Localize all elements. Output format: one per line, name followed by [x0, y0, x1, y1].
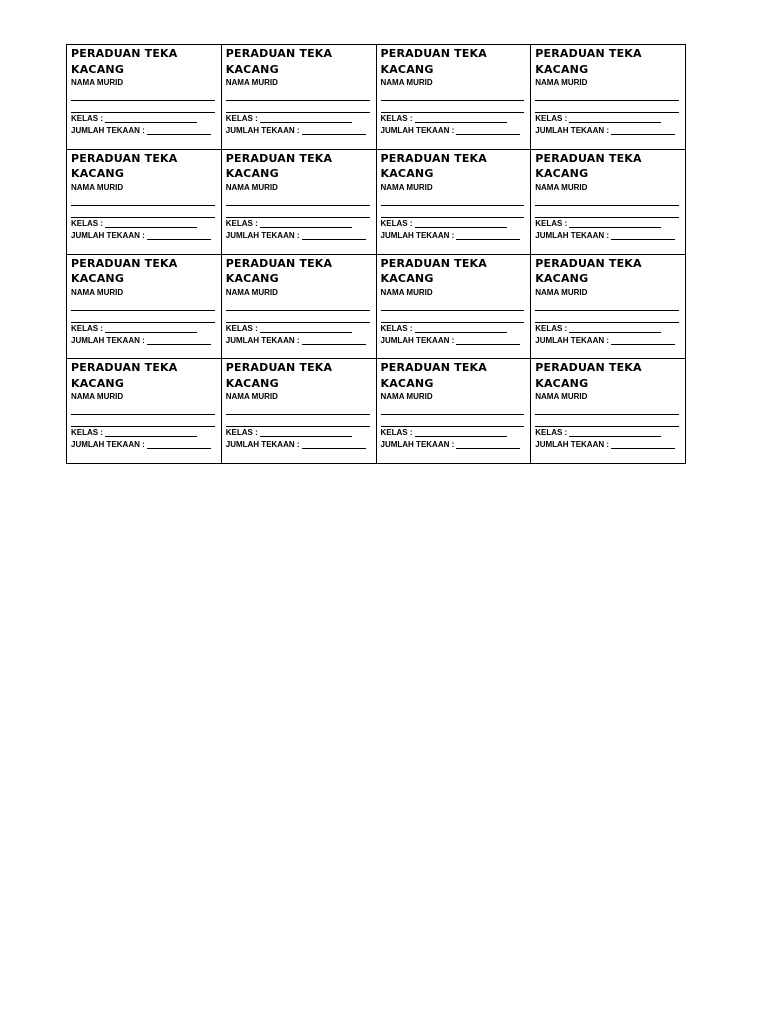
slip-title-line-2: KACANG	[225, 272, 279, 285]
jumlah-tekaan-blank-line	[147, 230, 211, 240]
jumlah-tekaan-blank-line	[456, 125, 520, 135]
jumlah-tekaan-blank-line	[147, 439, 211, 449]
jumlah-tekaan-blank-line	[302, 125, 366, 135]
nama-murid-line-2	[226, 415, 370, 427]
slip-title	[381, 360, 527, 391]
kelas-blank-line	[569, 323, 661, 333]
slip-title-line-1: PERADUAN TEKA	[380, 47, 487, 60]
jumlah-tekaan-blank-line	[456, 230, 520, 240]
slip-title	[71, 256, 217, 287]
slip-title-line-2: KACANG	[535, 376, 589, 390]
slip-title	[226, 46, 372, 77]
jumlah-tekaan-blank-line	[456, 335, 520, 345]
nama-murid-line-1	[226, 299, 370, 311]
kelas-blank-line	[260, 427, 352, 437]
slip-title-line-1: PERADUAN TEKA	[71, 256, 178, 270]
slip-title-line-2: KACANG	[380, 272, 434, 285]
jumlah-tekaan-label: JUMLAH TEKAAN :	[71, 335, 145, 345]
kelas-field	[381, 427, 527, 439]
slip-title-line-2: KACANG	[225, 62, 279, 76]
entry-slip	[222, 150, 377, 255]
nama-murid-line-2	[381, 101, 525, 113]
slip-title-line-1: PERADUAN TEKA	[71, 47, 178, 60]
jumlah-tekaan-blank-line	[611, 230, 675, 240]
jumlah-tekaan-label: JUMLAH TEKAAN :	[225, 335, 300, 345]
entry-slip	[531, 255, 686, 360]
entry-slip-sheet	[66, 44, 686, 464]
nama-murid-label: NAMA MURID	[71, 182, 124, 192]
jumlah-tekaan-blank-line	[302, 439, 366, 449]
jumlah-tekaan-label: JUMLAH TEKAAN :	[225, 440, 300, 450]
jumlah-tekaan-field	[71, 230, 217, 242]
slip-title-line-2: KACANG	[380, 376, 434, 390]
slip-title	[71, 151, 217, 182]
slip-title-line-1: PERADUAN TEKA	[380, 256, 487, 270]
jumlah-tekaan-blank-line	[611, 439, 675, 449]
slip-title	[226, 360, 372, 391]
jumlah-tekaan-field	[71, 335, 217, 347]
slip-title-line-1: PERADUAN TEKA	[535, 151, 642, 165]
jumlah-tekaan-field	[226, 439, 372, 451]
nama-murid-label: NAMA MURID	[71, 78, 124, 87]
jumlah-tekaan-label: JUMLAH TEKAAN :	[535, 335, 610, 345]
nama-murid-line-1	[226, 403, 370, 415]
entry-slip	[67, 359, 222, 464]
slip-title-line-2: KACANG	[71, 62, 125, 76]
kelas-blank-line	[569, 427, 661, 437]
entry-slip	[377, 359, 532, 464]
nama-murid-line-2	[71, 206, 215, 218]
nama-murid-label: NAMA MURID	[535, 392, 588, 402]
jumlah-tekaan-field	[226, 230, 372, 242]
kelas-label: KELAS :	[71, 323, 103, 333]
jumlah-tekaan-field	[381, 125, 527, 137]
nama-murid-line-2	[226, 206, 370, 218]
kelas-blank-line	[260, 323, 352, 333]
jumlah-tekaan-label: JUMLAH TEKAAN :	[380, 335, 455, 345]
nama-murid-label: NAMA MURID	[380, 182, 433, 192]
jumlah-tekaan-blank-line	[611, 125, 675, 135]
slip-title-line-2: KACANG	[71, 167, 125, 181]
nama-murid-line-1	[381, 194, 525, 206]
jumlah-tekaan-field	[71, 439, 217, 451]
slip-title-line-1: PERADUAN TEKA	[380, 151, 487, 165]
nama-murid-label: NAMA MURID	[225, 287, 278, 297]
slip-title	[381, 151, 527, 182]
kelas-field	[381, 218, 527, 230]
jumlah-tekaan-field	[381, 335, 527, 347]
nama-murid-line-1	[71, 299, 215, 311]
nama-murid-line-1	[71, 403, 215, 415]
slip-title-line-1: PERADUAN TEKA	[71, 151, 178, 165]
slip-title	[535, 256, 681, 287]
kelas-field	[381, 113, 527, 125]
kelas-blank-line	[569, 113, 661, 123]
jumlah-tekaan-label: JUMLAH TEKAAN :	[71, 230, 145, 240]
nama-murid-line-1	[226, 89, 370, 101]
nama-murid-line-2	[535, 415, 679, 427]
kelas-label: KELAS :	[380, 428, 413, 438]
slip-title-line-1: PERADUAN TEKA	[535, 47, 642, 60]
slip-title-line-2: KACANG	[535, 62, 589, 76]
jumlah-tekaan-blank-line	[147, 125, 211, 135]
slip-title-line-1: PERADUAN TEKA	[225, 361, 333, 375]
entry-slip	[222, 255, 377, 360]
kelas-label: KELAS :	[225, 114, 258, 123]
kelas-blank-line	[105, 427, 197, 437]
kelas-field	[226, 323, 372, 335]
nama-murid-line-2	[226, 101, 370, 113]
slip-title-line-1: PERADUAN TEKA	[535, 361, 642, 375]
nama-murid-line-1	[535, 89, 679, 101]
kelas-field	[381, 323, 527, 335]
kelas-blank-line	[415, 323, 507, 333]
slip-title	[226, 256, 372, 287]
jumlah-tekaan-field	[226, 335, 372, 347]
kelas-label: KELAS :	[71, 218, 103, 228]
kelas-field	[71, 218, 217, 230]
kelas-field	[535, 427, 681, 439]
nama-murid-line-2	[381, 311, 525, 323]
slip-title	[71, 46, 217, 77]
kelas-label: KELAS :	[71, 114, 103, 123]
entry-slip	[222, 45, 377, 150]
entry-slip	[222, 359, 377, 464]
jumlah-tekaan-label: JUMLAH TEKAAN :	[380, 440, 455, 450]
kelas-field	[71, 427, 217, 439]
jumlah-tekaan-label: JUMLAH TEKAAN :	[71, 126, 145, 135]
kelas-label: KELAS :	[535, 218, 568, 228]
entry-slip	[377, 45, 532, 150]
jumlah-tekaan-blank-line	[611, 335, 675, 345]
kelas-field	[535, 218, 681, 230]
slip-title-line-2: KACANG	[71, 376, 125, 390]
entry-slip	[531, 45, 686, 150]
jumlah-tekaan-label: JUMLAH TEKAAN :	[535, 230, 610, 240]
kelas-field	[535, 113, 681, 125]
slip-title	[535, 151, 681, 182]
slip-title-line-1: PERADUAN TEKA	[225, 151, 333, 165]
nama-murid-line-2	[226, 311, 370, 323]
jumlah-tekaan-label: JUMLAH TEKAAN :	[380, 230, 455, 240]
entry-slip	[377, 150, 532, 255]
slip-title-line-2: KACANG	[535, 167, 589, 181]
jumlah-tekaan-field	[381, 230, 527, 242]
kelas-label: KELAS :	[380, 218, 413, 228]
slip-title-line-2: KACANG	[535, 272, 589, 285]
nama-murid-label: NAMA MURID	[380, 287, 433, 297]
kelas-field	[226, 427, 372, 439]
kelas-field	[226, 218, 372, 230]
slip-title-line-2: KACANG	[225, 167, 279, 181]
slip-title-line-2: KACANG	[380, 62, 434, 76]
nama-murid-line-2	[71, 311, 215, 323]
entry-slip	[531, 150, 686, 255]
jumlah-tekaan-field	[535, 230, 681, 242]
entry-slip	[67, 150, 222, 255]
slip-title-line-2: KACANG	[71, 272, 125, 285]
entry-slip	[531, 359, 686, 464]
jumlah-tekaan-field	[535, 125, 681, 137]
jumlah-tekaan-field	[535, 439, 681, 451]
jumlah-tekaan-label: JUMLAH TEKAAN :	[71, 440, 145, 450]
nama-murid-line-2	[381, 206, 525, 218]
slip-title-line-1: PERADUAN TEKA	[225, 256, 333, 270]
slip-title	[226, 151, 372, 182]
kelas-blank-line	[105, 113, 197, 123]
nama-murid-line-1	[71, 194, 215, 206]
nama-murid-label: NAMA MURID	[380, 392, 433, 402]
nama-murid-line-1	[381, 89, 525, 101]
kelas-blank-line	[415, 218, 507, 228]
kelas-blank-line	[105, 218, 197, 228]
jumlah-tekaan-blank-line	[147, 335, 211, 345]
jumlah-tekaan-label: JUMLAH TEKAAN :	[225, 126, 300, 135]
slip-title	[381, 256, 527, 287]
nama-murid-label: NAMA MURID	[380, 78, 433, 87]
nama-murid-label: NAMA MURID	[225, 182, 278, 192]
slip-title-line-1: PERADUAN TEKA	[380, 361, 487, 375]
jumlah-tekaan-label: JUMLAH TEKAAN :	[225, 230, 300, 240]
kelas-label: KELAS :	[535, 428, 568, 438]
nama-murid-line-1	[71, 89, 215, 101]
nama-murid-label: NAMA MURID	[535, 182, 588, 192]
jumlah-tekaan-field	[535, 335, 681, 347]
nama-murid-label: NAMA MURID	[225, 392, 278, 402]
slip-title-line-2: KACANG	[380, 167, 434, 181]
nama-murid-label: NAMA MURID	[535, 287, 588, 297]
nama-murid-label: NAMA MURID	[71, 392, 124, 402]
slip-title-line-1: PERADUAN TEKA	[225, 47, 333, 60]
nama-murid-line-1	[535, 403, 679, 415]
jumlah-tekaan-label: JUMLAH TEKAAN :	[535, 126, 610, 135]
kelas-blank-line	[105, 323, 197, 333]
jumlah-tekaan-blank-line	[302, 335, 366, 345]
nama-murid-line-2	[71, 415, 215, 427]
slip-title-line-1: PERADUAN TEKA	[71, 361, 178, 375]
kelas-blank-line	[260, 218, 352, 228]
nama-murid-line-2	[535, 101, 679, 113]
nama-murid-line-1	[535, 299, 679, 311]
kelas-blank-line	[415, 427, 507, 437]
entry-slip	[377, 255, 532, 360]
slip-title-line-2: KACANG	[225, 376, 279, 390]
entry-slip	[67, 45, 222, 150]
nama-murid-line-2	[71, 101, 215, 113]
kelas-field	[226, 113, 372, 125]
jumlah-tekaan-label: JUMLAH TEKAAN :	[380, 126, 455, 135]
slip-title	[535, 46, 681, 77]
jumlah-tekaan-blank-line	[302, 230, 366, 240]
nama-murid-line-2	[535, 311, 679, 323]
nama-murid-line-1	[226, 194, 370, 206]
nama-murid-line-1	[535, 194, 679, 206]
kelas-field	[71, 113, 217, 125]
kelas-label: KELAS :	[225, 323, 258, 333]
kelas-label: KELAS :	[535, 114, 568, 123]
kelas-label: KELAS :	[71, 428, 103, 438]
kelas-blank-line	[415, 113, 507, 123]
jumlah-tekaan-field	[381, 439, 527, 451]
nama-murid-line-2	[381, 415, 525, 427]
jumlah-tekaan-blank-line	[456, 439, 520, 449]
kelas-label: KELAS :	[225, 218, 258, 228]
nama-murid-label: NAMA MURID	[535, 78, 588, 87]
kelas-label: KELAS :	[380, 114, 413, 123]
slip-title	[71, 360, 217, 391]
kelas-field	[71, 323, 217, 335]
jumlah-tekaan-label: JUMLAH TEKAAN :	[535, 440, 610, 450]
kelas-label: KELAS :	[380, 323, 413, 333]
nama-murid-label: NAMA MURID	[225, 78, 278, 87]
slip-title	[535, 360, 681, 391]
entry-slip	[67, 255, 222, 360]
kelas-blank-line	[569, 218, 661, 228]
nama-murid-line-2	[535, 206, 679, 218]
slip-title-line-1: PERADUAN TEKA	[535, 256, 642, 270]
slip-title	[381, 46, 527, 77]
kelas-label: KELAS :	[535, 323, 568, 333]
jumlah-tekaan-field	[71, 125, 217, 137]
kelas-blank-line	[260, 113, 352, 123]
nama-murid-label: NAMA MURID	[71, 287, 124, 297]
nama-murid-line-1	[381, 299, 525, 311]
kelas-label: KELAS :	[225, 428, 258, 438]
nama-murid-line-1	[381, 403, 525, 415]
jumlah-tekaan-field	[226, 125, 372, 137]
kelas-field	[535, 323, 681, 335]
